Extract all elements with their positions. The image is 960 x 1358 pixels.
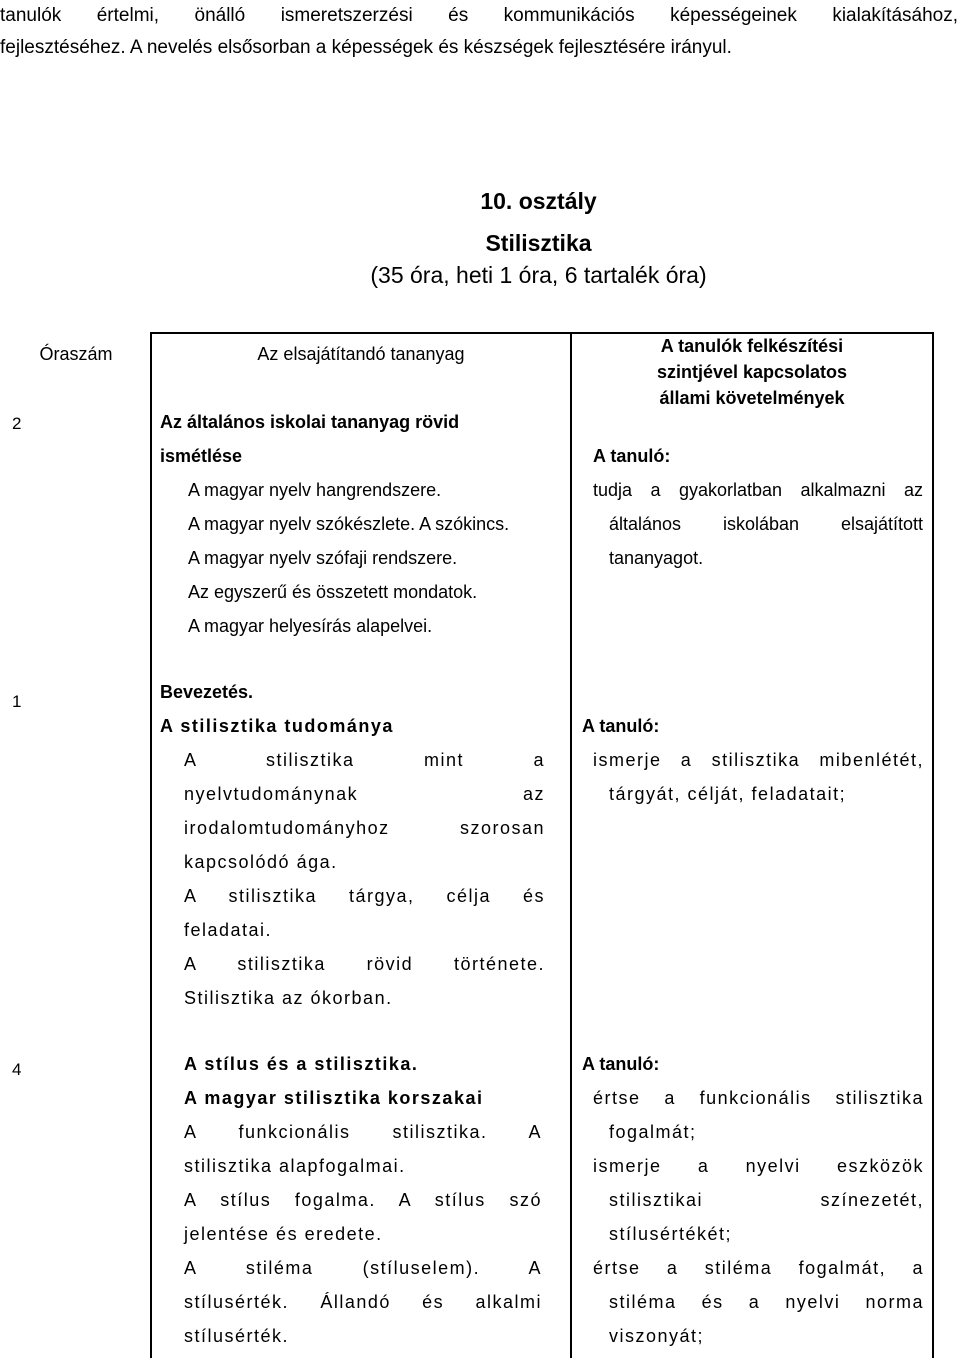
requirement-item: ismerje a nyelvi eszközök (593, 1156, 924, 1176)
requirement-item: értse a stiléma fogalmát, a (593, 1258, 924, 1278)
topic-title: ismétlése (160, 446, 243, 466)
row-content (184, 1047, 542, 1353)
requirement-item: stiléma és a nyelvi norma (609, 1292, 924, 1312)
topic-item: jelentése és eredete. (184, 1224, 383, 1244)
topic-title: Az általános iskolai tananyag rövid (160, 412, 460, 432)
topic-item: stilisztika alapfogalmai. (184, 1156, 406, 1176)
topic-item: feladatai. (184, 920, 273, 940)
topic-item: Az egyszerű és összetett mondatok. (188, 582, 478, 602)
topic-item: nyelvtudománynak az (184, 784, 545, 804)
topic-item: A funkcionális stilisztika. A (184, 1122, 542, 1142)
header-content: Az elsajátítandó tananyag (257, 344, 465, 364)
topic-item: stílusérték. (184, 1326, 290, 1346)
row-content (160, 675, 545, 1015)
header-requirements-line: állami követelmények (659, 388, 845, 408)
topic-item: irodalomtudományhoz szorosan (184, 818, 545, 838)
row-content (160, 405, 560, 643)
requirement-item: értse a funkcionális stilisztika (593, 1088, 924, 1108)
class-heading: 10. osztály (480, 188, 597, 214)
requirement-item: általános iskolában elsajátított (609, 514, 923, 534)
topic-item: A stilisztika mint a (184, 750, 545, 770)
topic-item: A magyar helyesírás alapelvei. (188, 616, 433, 636)
topic-title: A stilisztika tudománya (160, 716, 394, 736)
requirement-item: viszonyát; (609, 1326, 705, 1346)
topic-item: A stílus fogalma. A stílus szó (184, 1190, 542, 1210)
topic-title: A magyar stilisztika korszakai (184, 1088, 484, 1108)
requirement-item: ismerje a stilisztika mibenlétét, (593, 750, 924, 770)
intro-paragraph (0, 0, 958, 64)
row-hours: 2 (12, 414, 22, 433)
row-requirements (582, 1047, 924, 1353)
requirement-item: stílusértékét; (609, 1224, 733, 1244)
table-right-border (932, 332, 934, 1358)
subject-heading: Stilisztika (485, 230, 592, 256)
topic-item: A magyar nyelv szófaji rendszere. (188, 548, 458, 568)
topic-item: A magyar nyelv hangrendszere. (188, 480, 442, 500)
topic-item: A stiléma (stíluselem). A (184, 1258, 542, 1278)
intro-line-1: tanulók értelmi, önálló ismeretszerzési és kommunikációs képességeinek kialakításához, (0, 5, 958, 26)
topic-item: kapcsolódó ága. (184, 852, 338, 872)
topic-item: stílusérték. Állandó és alkalmi (184, 1292, 542, 1312)
intro-line-2: fejlesztéséhez. A nevelés elsősorban a képességek és készségek fejlesztésére irányul. (0, 37, 732, 58)
topic-item: A magyar nyelv szókészlete. A szókincs. (188, 514, 510, 534)
hours-subheading: (35 óra, heti 1 óra, 6 tartalék óra) (370, 262, 707, 288)
topic-item: Stilisztika az ókorban. (184, 988, 393, 1008)
topic-title: A stílus és a stilisztika. (184, 1054, 419, 1074)
header-requirements-line: A tanulók felkészítési (660, 336, 844, 356)
requirement-label: A tanuló: (593, 446, 671, 466)
header-requirements-line: szintjével kapcsolatos (656, 362, 848, 382)
topic-item: A stilisztika tárgya, célja és (184, 886, 545, 906)
requirement-item: tárgyát, célját, feladatait; (609, 784, 847, 804)
topic-item: A stilisztika rövid története. (184, 954, 545, 974)
row-requirements (593, 439, 923, 575)
requirement-item: fogalmát; (609, 1122, 697, 1142)
row-hours: 4 (12, 1060, 22, 1079)
row-requirements (582, 709, 924, 811)
requirement-label: A tanuló: (582, 1054, 660, 1074)
header-hours: Óraszám (39, 344, 113, 364)
row-hours: 1 (12, 692, 22, 711)
header-requirements (572, 333, 932, 411)
column-divider (570, 332, 572, 1358)
requirement-item: tananyagot. (609, 548, 704, 568)
topic-title: Bevezetés. (160, 682, 254, 702)
column-divider (150, 332, 152, 1358)
requirement-item: stilisztikai színezetét, (609, 1190, 924, 1210)
requirement-label: A tanuló: (582, 716, 660, 736)
requirement-item: tudja a gyakorlatban alkalmazni az (593, 480, 923, 500)
